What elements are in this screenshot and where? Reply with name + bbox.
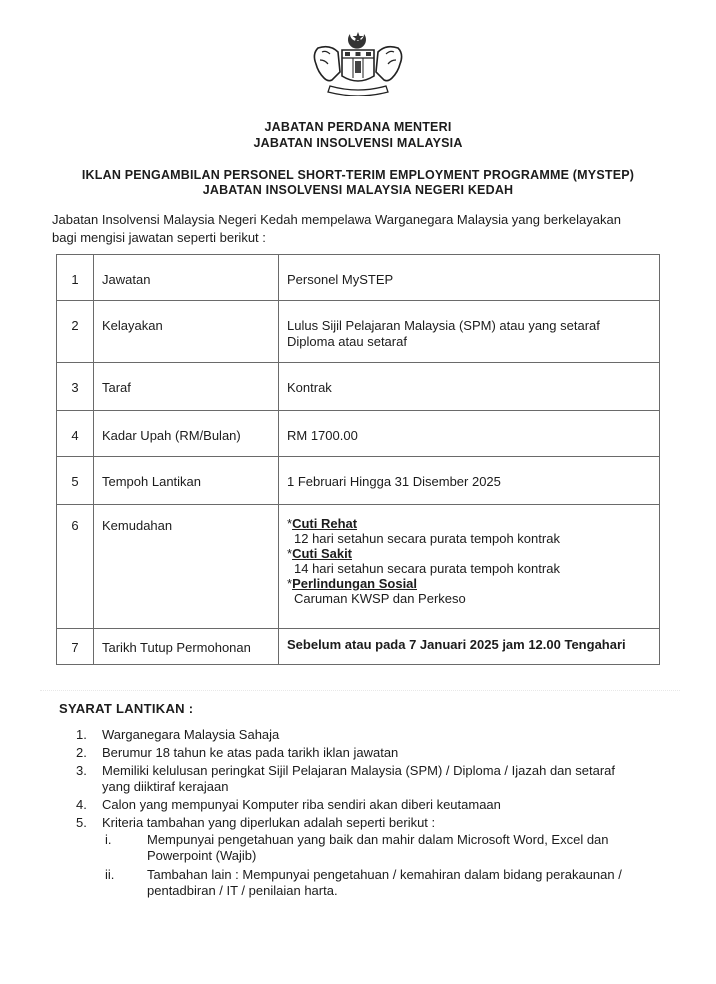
benefit-title: Cuti Rehat (292, 516, 358, 531)
advert-title: IKLAN PENGAMBILAN PERSONEL SHORT-TERIM EMPLOYMENT PROGRAMME (MYSTEP) (81, 168, 635, 182)
sub-item-line: Mempunyai pengetahuan yang baik dan mahir dalam Microsoft Word, Excel dan (147, 832, 609, 847)
malaysia-coat-of-arms-logo (308, 30, 408, 96)
syarat-title: SYARAT LANTIKAN : (59, 701, 194, 716)
table-row (57, 363, 660, 411)
intro-paragraph (52, 211, 672, 247)
row-number: 3 (71, 380, 79, 395)
item-text-line: Kriteria tambahan yang diperlukan adalah seperti berikut : (102, 815, 436, 830)
item-text: Calon yang mempunyai Komputer riba sendiri akan diberi keutamaan (102, 797, 501, 812)
benefit-desc: Caruman KWSP dan Perkeso (294, 591, 466, 606)
row-label: Jawatan (102, 272, 151, 287)
row-value: 1 Februari Hingga 31 Disember 2025 (287, 474, 501, 489)
benefit-perlindungan-sosial: *Perlindungan Sosial (287, 576, 418, 591)
row-value: RM 1700.00 (287, 428, 358, 443)
sub-item-line: Tambahan lain : Mempunyai pengetahuan / kemahiran dalam bidang perakaunan / (147, 867, 622, 882)
item-number: 2. (76, 745, 87, 760)
row-label: Taraf (102, 380, 131, 395)
divider (40, 690, 680, 691)
table-row (57, 457, 660, 505)
sub-list-item (102, 832, 676, 864)
benefit-cuti-rehat: *Cuti Rehat (287, 516, 358, 531)
list-item (76, 797, 676, 813)
header-department: JABATAN INSOLVENSI MALAYSIA (253, 136, 463, 150)
benefit-title: Perlindungan Sosial (292, 576, 418, 591)
job-details-table (56, 254, 660, 665)
row-label: Tempoh Lantikan (102, 474, 202, 489)
list-item (76, 763, 676, 795)
row-value: Lulus Sijil Pelajaran Malaysia (SPM) atau yang setaraf (287, 318, 600, 333)
item-text (102, 763, 676, 795)
row-label: Kemudahan (102, 518, 173, 533)
sub-item-text (147, 832, 609, 864)
table-row (57, 411, 660, 457)
table-row (57, 629, 660, 665)
advert-subtitle: JABATAN INSOLVENSI MALAYSIA NEGERI KEDAH (202, 183, 514, 197)
item-text-line: Memiliki kelulusan peringkat Sijil Pelajaran Malaysia (SPM) / Diploma / Ijazah dan setaraf (102, 763, 615, 778)
row-number: 6 (71, 518, 79, 533)
item-number: 1. (76, 727, 87, 742)
sub-list-item (102, 867, 676, 899)
row-number: 4 (71, 428, 79, 443)
syarat-list (76, 727, 676, 901)
sub-item-number: ii. (105, 867, 115, 882)
row-number: 1 (71, 272, 79, 287)
table-row (57, 301, 660, 363)
row-number: 7 (71, 640, 79, 655)
item-number: 3. (76, 763, 87, 778)
item-text-line: yang diiktiraf kerajaan (102, 779, 229, 794)
item-number: 5. (76, 815, 87, 830)
list-item (76, 815, 676, 899)
item-text: Berumur 18 tahun ke atas pada tarikh iklan jawatan (102, 745, 399, 760)
row-label: Tarikh Tutup Permohonan (102, 640, 251, 655)
item-text (102, 815, 676, 899)
list-item (76, 727, 676, 743)
sub-item-line: pentadbiran / IT / penilaian harta. (147, 883, 338, 898)
row-label: Kadar Upah (RM/Bulan) (102, 428, 241, 443)
intro-line-2: bagi mengisi jawatan seperti berikut : (52, 230, 266, 245)
closing-date-value: Sebelum atau pada 7 Januari 2025 jam 12.00 Tengahari (287, 637, 626, 652)
benefit-desc: 14 hari setahun secara purata tempoh kontrak (294, 561, 560, 576)
table-row (57, 255, 660, 301)
item-text: Warganegara Malaysia Sahaja (102, 727, 280, 742)
list-item (76, 745, 676, 761)
sub-item-number: i. (105, 832, 112, 847)
table-row (57, 505, 660, 629)
sub-item-line: Powerpoint (Wajib) (147, 848, 257, 863)
intro-line-1: Jabatan Insolvensi Malaysia Negeri Kedah mempelawa Warganegara Malaysia yang berkelayakan (52, 212, 621, 227)
row-label: Kelayakan (102, 318, 163, 333)
row-number: 2 (71, 318, 79, 333)
benefit-desc: 12 hari setahun secara purata tempoh kontrak (294, 531, 560, 546)
header-ministry: JABATAN PERDANA MENTERI (264, 120, 452, 134)
sub-item-text (147, 867, 622, 899)
row-value: Personel MySTEP (287, 272, 394, 287)
row-number: 5 (71, 474, 79, 489)
row-value: Kontrak (287, 380, 332, 395)
benefit-cuti-sakit: *Cuti Sakit (287, 546, 353, 561)
item-number: 4. (76, 797, 87, 812)
benefit-title: Cuti Sakit (292, 546, 353, 561)
row-value: Diploma atau setaraf (287, 334, 407, 349)
